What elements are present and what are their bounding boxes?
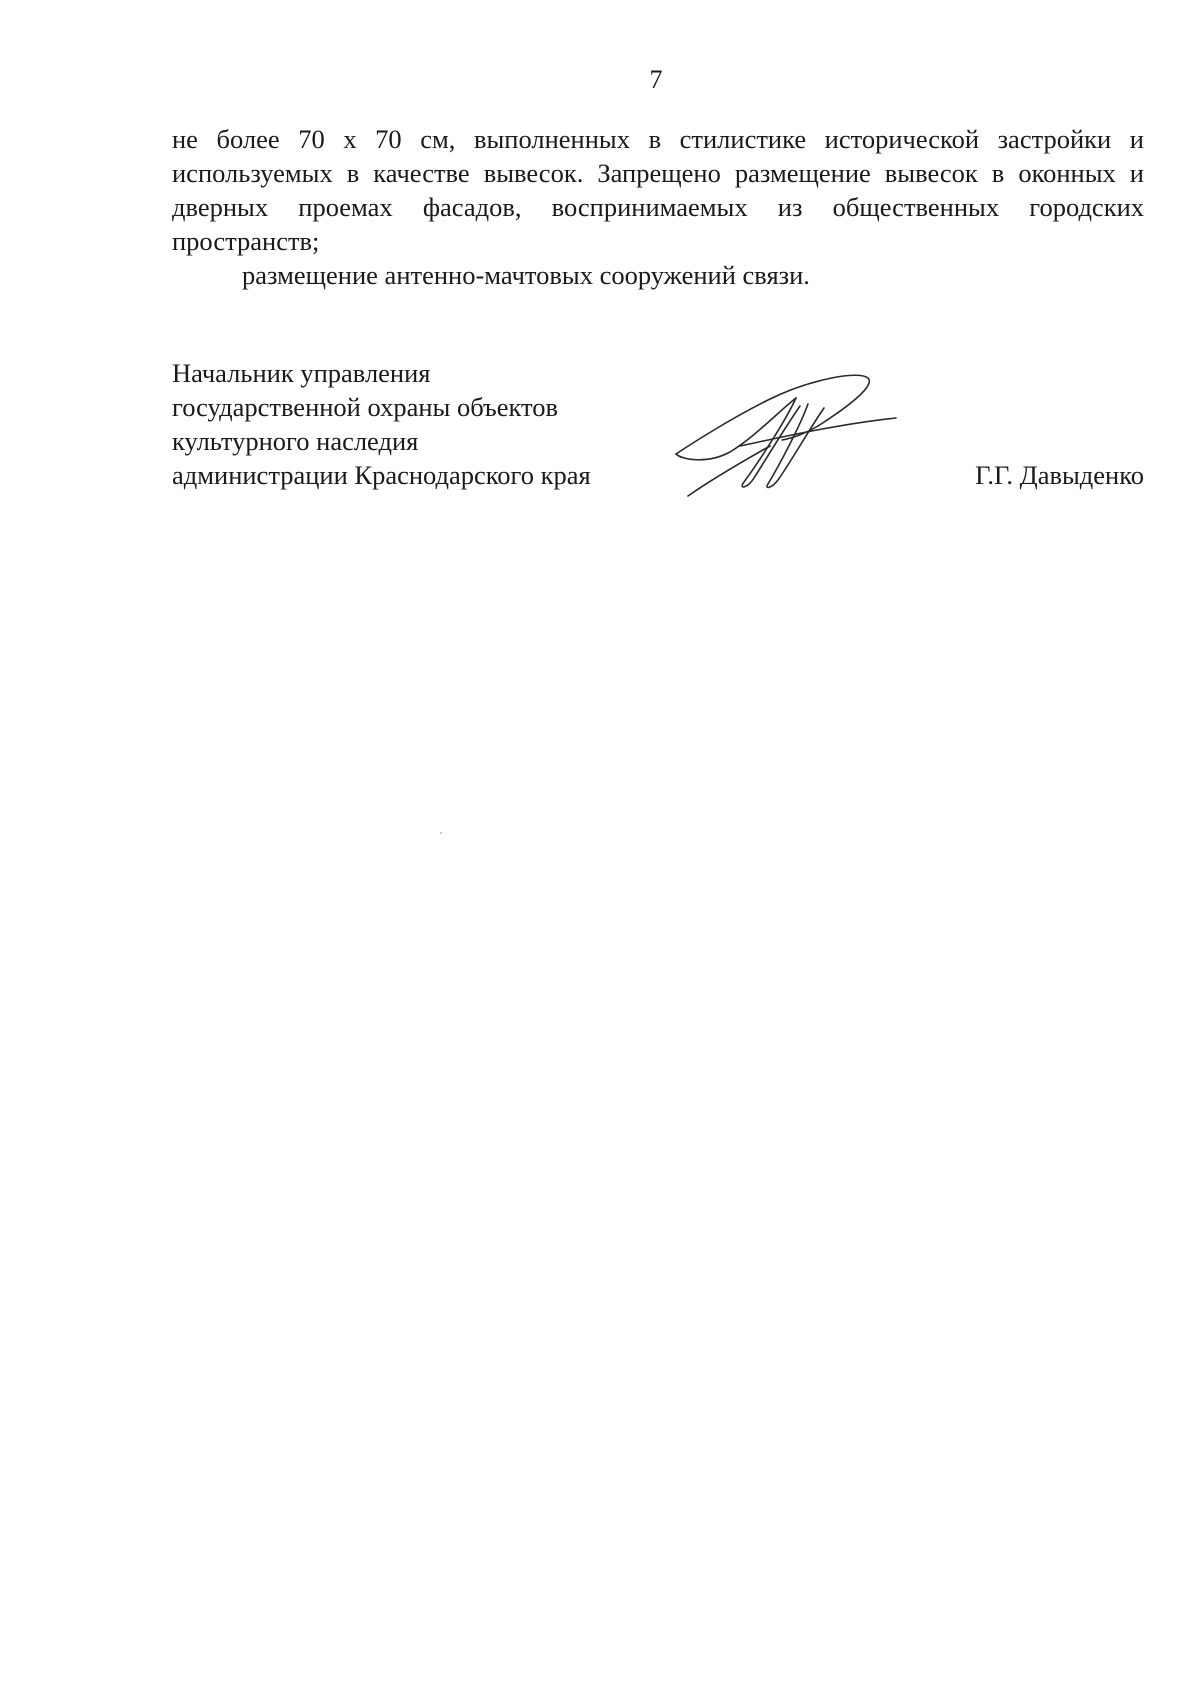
body-paragraph: размещение антенно-мачтовых сооружений связи. bbox=[242, 260, 810, 290]
signature-block bbox=[172, 356, 1144, 516]
signer-position-line: администрации Краснодарского края bbox=[172, 460, 591, 490]
signer-position-line: Начальник управления bbox=[172, 358, 431, 388]
scan-speck bbox=[440, 832, 442, 834]
signer-position bbox=[172, 356, 591, 492]
signer-position-line: государственной охраны объектов bbox=[172, 392, 559, 422]
body-paragraph: не более 70 х 70 см, выполненных в стилистике исторической застройки и используемых в качестве вывесок. Запрещено размещение вывесок в оконных и дверных проемах фасадов, воспринимаемых из общественных городских пространств; bbox=[172, 124, 1144, 256]
document-body bbox=[172, 122, 1144, 292]
handwritten-signature bbox=[668, 368, 908, 508]
signer-position-line: культурного наследия bbox=[172, 426, 419, 456]
signer-name: Г.Г. Давыденко bbox=[975, 460, 1144, 490]
page-number: 7 bbox=[649, 65, 663, 94]
